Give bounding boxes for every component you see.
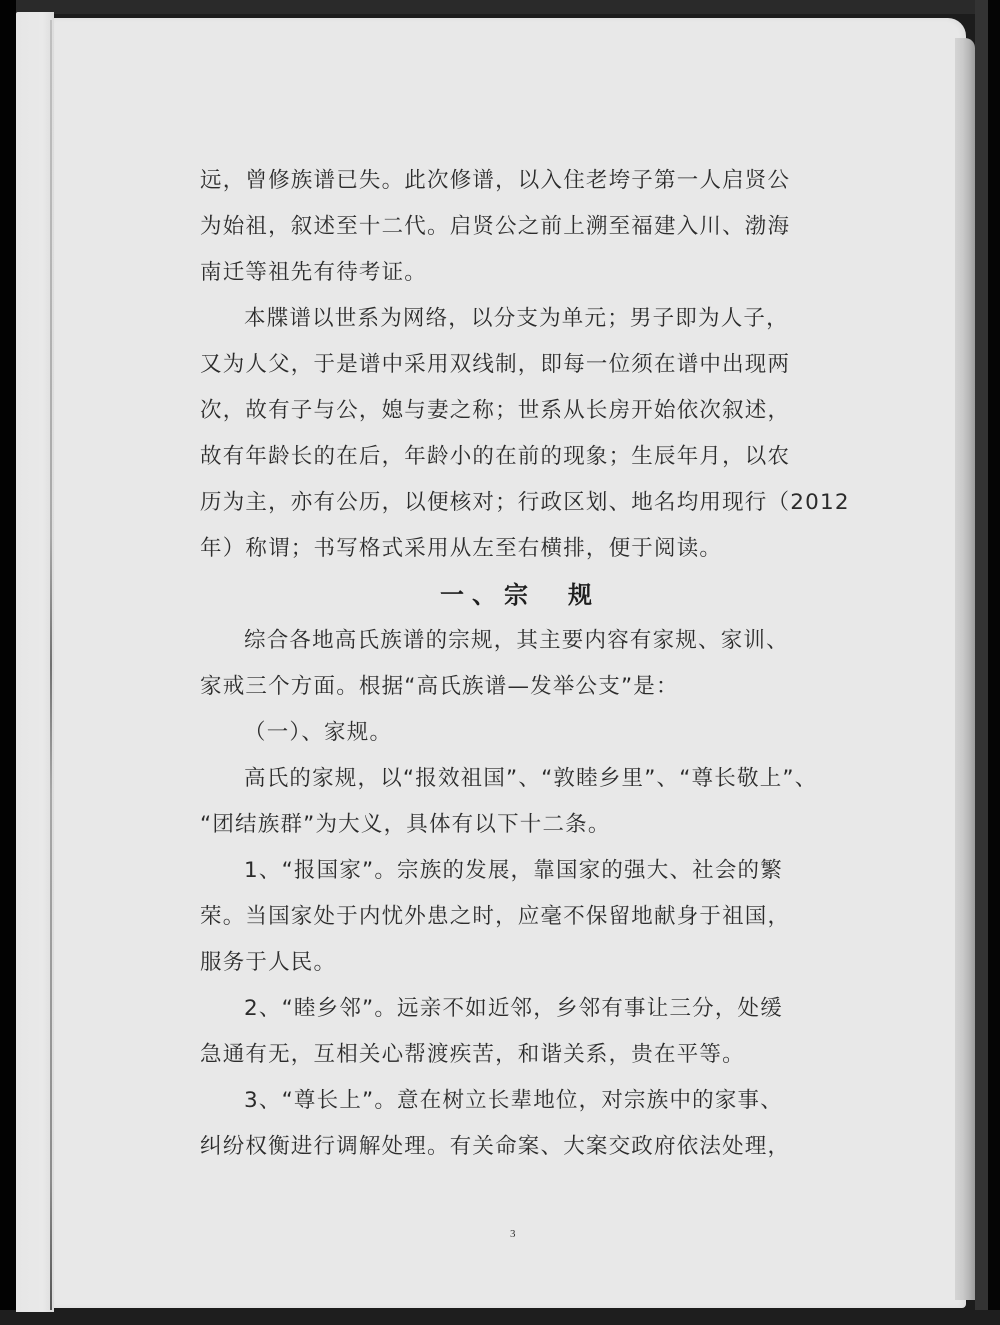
text-line: 服务于人民。 — [200, 950, 337, 975]
rule-item-3: 3、“尊长上”。意在树立长辈地位，对宗族中的家事、 — [244, 1088, 783, 1113]
text-line: 本牒谱以世系为网络，以分支为单元；男子即为人子， — [244, 306, 789, 331]
text-line: 年）称谓；书写格式采用从左至右横排，便于阅读。 — [200, 536, 723, 561]
scanner-border-left — [0, 0, 16, 1325]
text-line: 急通有无，互相关心帮渡疾苦，和谐关系，贵在平等。 — [200, 1042, 745, 1067]
text-line: 荣。当国家处于内忧外患之时，应毫不保留地献身于祖国， — [200, 904, 791, 929]
scanner-background-top — [0, 0, 1000, 14]
text-line: 远，曾修族谱已失。此次修谱，以入住老垮子第一人启贤公 — [200, 168, 791, 193]
text-line: 综合各地高氏族谱的宗规，其主要内容有家规、家训、 — [244, 628, 789, 653]
section-heading: 一、宗 规 — [440, 581, 600, 609]
subheading: （一）、家规。 — [244, 720, 393, 745]
text-line: 历为主，亦有公历，以便核对；行政区划、地名均用现行（2012 — [200, 490, 850, 515]
scanner-border-right — [988, 0, 1000, 1325]
text-line: 次，故有子与公，媳与妻之称；世系从长房开始依次叙述， — [200, 398, 791, 423]
page-number: 3 — [510, 1228, 516, 1240]
text-line: 为始祖，叙述至十二代。启贤公之前上溯至福建入川、渤海 — [200, 214, 791, 239]
text-line: 南迁等祖先有待考证。 — [200, 260, 428, 285]
scanner-background-bottom — [0, 1310, 1000, 1325]
page-stack-edge — [955, 38, 975, 1300]
scanner-background-right — [975, 0, 988, 1325]
text-line: “团结族群”为大义，具体有以下十二条。 — [200, 812, 611, 837]
rule-item-1: 1、“报国家”。宗族的发展，靠国家的强大、社会的繁 — [244, 858, 783, 883]
rule-item-2: 2、“睦乡邻”。远亲不如近邻，乡邻有事让三分，处缓 — [244, 996, 783, 1021]
text-line: 纠纷权衡进行调解处理。有关命案、大案交政府依法处理， — [200, 1134, 791, 1159]
text-line: 高氏的家规，以“报效祖国”、“敦睦乡里”、“尊长敬上”、 — [244, 766, 818, 791]
facing-page-edge — [16, 12, 54, 1312]
text-line: 家戒三个方面。根据“高氏族谱—发举公支”是： — [200, 674, 679, 699]
book-gutter — [50, 20, 52, 1310]
text-line: 又为人父，于是谱中采用双线制，即每一位须在谱中出现两 — [200, 352, 791, 377]
page-body — [200, 158, 850, 1170]
text-line: 故有年龄长的在后，年龄小的在前的现象；生辰年月，以农 — [200, 444, 791, 469]
